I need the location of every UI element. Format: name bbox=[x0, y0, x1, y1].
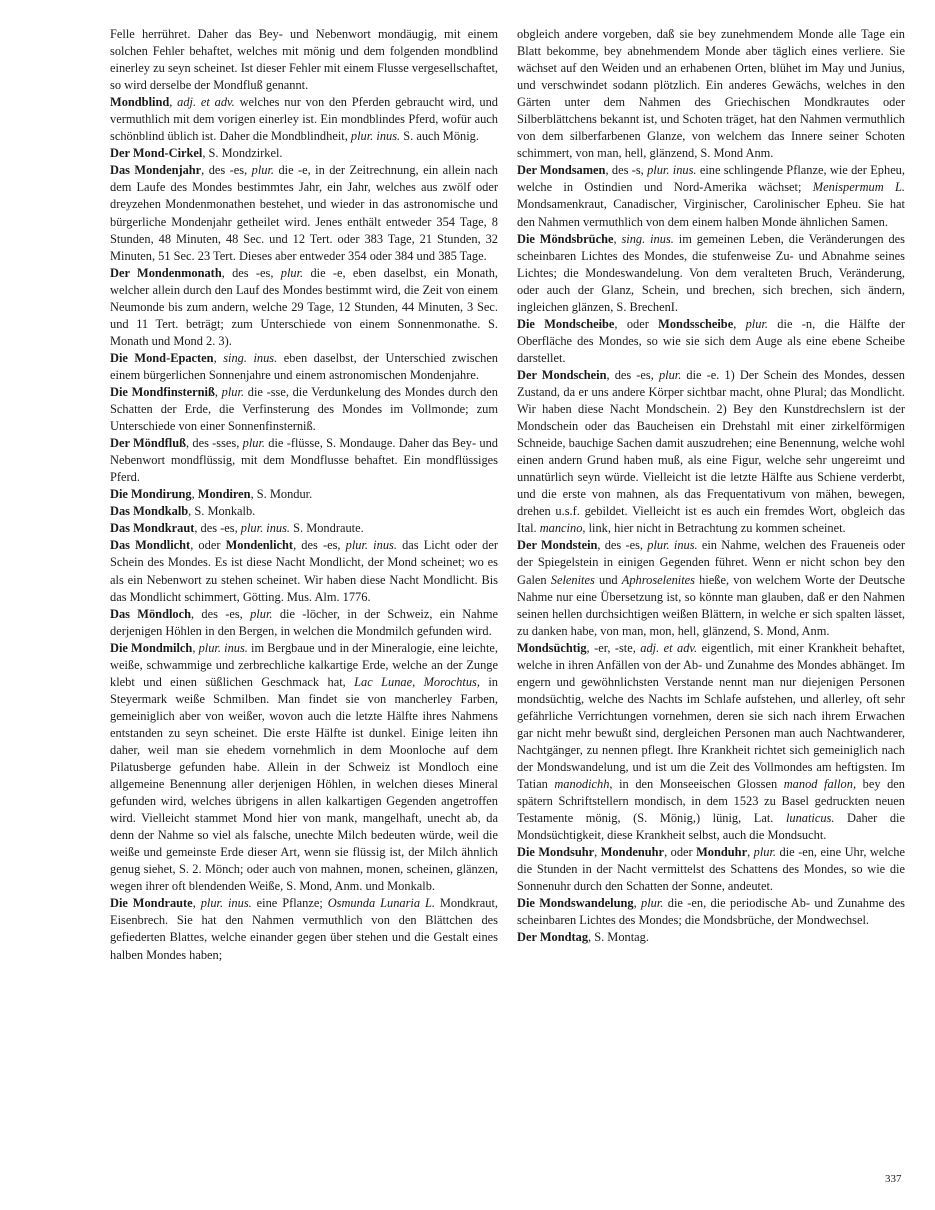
entry-italic-text: plur. bbox=[242, 436, 266, 451]
entry-headword: Die Mondswandelung bbox=[517, 896, 634, 911]
entry-italic-text: plur. inus. bbox=[647, 163, 697, 178]
entry-text: , bbox=[733, 316, 746, 331]
entry-text: , des -sses, bbox=[186, 436, 243, 451]
entry-text: die -löcher, in der Schweiz, ein Nahme derjenigen Höhlen in den Bergen, in welchen die Mondmilch gefunden wird. bbox=[110, 606, 498, 638]
dictionary-entry bbox=[517, 231, 905, 316]
entry-text: , S. Montag. bbox=[588, 930, 649, 945]
entry-headword: Monduhr bbox=[696, 845, 748, 860]
entry-headword: Das Mondenjahr bbox=[110, 163, 202, 178]
entry-headword: Die Möndsbrüche bbox=[517, 231, 614, 246]
entry-headword: Mondenuhr bbox=[600, 845, 665, 860]
entry-italic-text: plur. bbox=[250, 606, 273, 621]
entry-text: , des -s, bbox=[605, 163, 648, 178]
dictionary-entry bbox=[110, 640, 498, 896]
entry-text: in Steyermark weiße Schmilben. Man findet sie von mancherley Farben, gemeiniglich aber von weißer, wovon auch die letzte Hälfte ihres Nahmens entstanden zu seyn scheinet. Die erste Hälfte ist dunkel. Einige leiten ihn daher, weil man sie ehedem vornehmlich in dem Moonloche auf dem Pilatusberge gefunden habe. Allein in der Schweiz ist Mondloch eine allgemeine Benennung aller derjenigen Höhlen, in welchen dieses Mineral gefunden wird, welches übrigens in allen kalkartigen Gegenden angetroffen wird. Vielleicht stammet Mond hier von mank, mangelhaft, unecht ab, da denn der Nahme so viel als falsche, unechte Milch bedeuten würde, weil die weiße und gemeinste Erde dieser Art, wenn sie flüssig ist, der Milch ähnlich genug siehet, S. 2. Mönch; oder auch von mahnen, monen, scheinen, glänzen, wegen ihrer oft blendenden Weiße, S. Mond, Anm. und Monkalb. bbox=[110, 674, 498, 894]
entry-text: das Licht oder der Schein des Mondes. Es ist diese Nacht Mondlicht, der Mond scheinet; wo es als ein Nebenwort zu stehen scheinet. Wir haben diese Nacht Mondlicht. Bis das Mondlicht schimmert, Götting. Mus. Alm. 1776. bbox=[110, 538, 499, 604]
dictionary-entry bbox=[110, 265, 498, 350]
dictionary-entry bbox=[517, 844, 905, 895]
entry-headword: Der Mond-Cirkel bbox=[110, 146, 203, 161]
dictionary-entry bbox=[517, 316, 905, 367]
entry-text: , bbox=[613, 231, 622, 246]
dictionary-entry bbox=[110, 145, 498, 162]
entry-text: , bbox=[213, 350, 224, 365]
entry-text: , des -es, bbox=[221, 265, 281, 280]
entry-italic-text: Aphroselenites bbox=[621, 572, 695, 587]
entry-headword: Das Möndloch bbox=[110, 606, 191, 621]
entry-text: , bbox=[169, 95, 178, 110]
entry-headword: Die Mondraute bbox=[110, 896, 193, 911]
entry-text: , des -es, bbox=[190, 606, 251, 621]
entry-text: Felle herrühret. Daher das Bey- und Nebenwort mondäugig, mit einem solchen Fehler behaftet, welches mit mönig und dem folgenden mondblind einerley zu seyn scheinet. Ist dieser Fehler mit einem Flusse vergesellschaftet, so wird derselbe der Mondfluß genannt. bbox=[110, 27, 498, 93]
entry-italic-text: plur. bbox=[658, 367, 682, 382]
entry-headword: Das Mondlicht bbox=[110, 538, 191, 553]
entry-italic-text: plur. bbox=[641, 896, 664, 911]
page-number: 337 bbox=[885, 1173, 902, 1185]
entry-text: , bbox=[192, 896, 201, 911]
entry-text: im gemeinen Leben, die Veränderungen des scheinbaren Lichtes des Mondes, die stufenweise Zu- und Abnahme seines Lichtes; die Mondeswandelung. Von dem veralteten Bruch, Veränderung, oder auch der Glanz, Schein, und brechen, sich brechen, sich ändern, ingleichen glänzen, S. BrechenI. bbox=[517, 231, 905, 314]
dictionary-entry bbox=[110, 606, 498, 640]
entry-text: die -e. 1) Der Schein des Mondes, dessen Zustand, da er uns andere Körper sichtbar macht, ohne Plural; das Mondlicht. Wir haben diese Nacht Mondschein. 2) Bey den Kunstdrechslern ist der Mondschein oder das Baucheisen ein Drehstahl mit einer zirkelförmigen Schneide, bauchige Sachen damit auszudrehen; eine Benennung, welche wohl einen andern Grund haben muß, als eine Figur, welche sehr ungereimt und unnatürlich seyn würde. Vielleicht ist die letzte Hälfte aus Schiene verderbt, und die erste von mahnen, als das Frequentativum von mähen, bewegen, drehen u.s.f. gebildet. Vielleicht ist es auch ein fremdes Wort, obgleich das Ital. bbox=[517, 367, 906, 536]
entry-text: eigentlich, mit einer Krankheit behaftet, welche in ihren Anfällen von der Ab- und Zunahme des Mondes abhänget. Im engern und gewöhnlichsten Verstande nennt man nur diejenigen Personen mondsüchtig, welche des Nachts im Schlafe aufstehen, und allerley, oft sehr gefährliche Verrichtungen vornehmen, deren sie sich nach ihrem Erwachen gar nicht mehr bewußt sind, dergleichen Personen man auch Nachtwanderer, Nachtgänger, zu nennen pflegt. Ihre Krankheit richtet sich gemeiniglich nach der Mondswandelung, und ist um die Zeit des Vollmondes am heftigsten. Im Tatian bbox=[517, 640, 905, 792]
entry-text: , bbox=[214, 384, 222, 399]
entry-headword: Der Mondschein bbox=[517, 367, 607, 382]
entry-text: die -en, eine Uhr, welche die Stunden in der Nacht vermittelst des Schattens des Mondes, so wie die Sonnenuhr durch den Schatten der Sonne, andeutet. bbox=[517, 845, 905, 894]
dictionary-entry bbox=[517, 367, 905, 537]
dictionary-entry bbox=[517, 640, 905, 845]
entry-text: , bbox=[747, 845, 754, 860]
entry-italic-text: plur. inus. bbox=[647, 538, 698, 553]
entry-italic-text: lunaticus. bbox=[785, 811, 835, 826]
entry-text: und bbox=[594, 572, 622, 587]
entry-text: , bbox=[192, 640, 199, 655]
entry-headword: Mondiren bbox=[197, 487, 251, 502]
entry-text: , -er, -ste, bbox=[586, 640, 641, 655]
entry-text: , des -es, bbox=[606, 367, 659, 382]
entry-headword: Der Mondsamen bbox=[517, 163, 606, 178]
entry-headword: Mondenlicht bbox=[225, 538, 294, 553]
entry-text: die -sse, die Verdunkelung des Mondes durch den Schatten der Erde, die Verfinsterung des Mondes im Vollmonde; zum Unterschiede von einer Sonnenfinsterniß. bbox=[110, 384, 498, 434]
entry-text: Mondkraut, Eisenbrech. Sie hat den Nahmen vermuthlich von den Blättchen des gefiederten Blattes, welche einander gegen über stehen und die Gestalt eines halben Mondes haben; bbox=[110, 896, 499, 962]
entry-italic-text: sing. inus. bbox=[621, 231, 674, 246]
entry-headword: Das Mondkraut bbox=[110, 521, 195, 536]
dictionary-entry bbox=[517, 895, 905, 929]
dictionary-entry bbox=[110, 350, 498, 384]
entry-italic-text: Osmunda Lunaria L. bbox=[327, 896, 435, 911]
entry-text: die -flüsse, S. Mondauge. Daher das Bey- und Nebenwort mondflüssig, mit dem Mondflusse behaftet. Ein mondflüssiges Pferd. bbox=[110, 436, 498, 485]
entry-headword: Der Möndfluß bbox=[110, 436, 187, 451]
entry-text: S. Mondraute. bbox=[290, 521, 364, 536]
entry-text: im Bergbaue und in der Mineralogie, eine leichte, weiße, schwammige und zerbrechliche kalkartige Erde, welche an der Zunge klebt und einen süßlichen Geschmack hat, bbox=[110, 640, 498, 689]
entry-text: eine Pflanze; bbox=[251, 896, 328, 911]
entry-italic-text: plur. inus. bbox=[350, 129, 401, 144]
dictionary-entry bbox=[110, 435, 498, 486]
entry-text: in den Monseeischen Glossen bbox=[612, 777, 784, 792]
entry-italic-text: plur. bbox=[745, 316, 768, 331]
dictionary-entry bbox=[110, 486, 498, 503]
dictionary-entry bbox=[110, 26, 498, 94]
dictionary-entry bbox=[110, 520, 498, 537]
entry-text: die -n, die Hälfte der Oberfläche des Mondes, so wie sie sich dem Auge als eine ebene Scheibe darstellet. bbox=[517, 316, 905, 365]
dictionary-entry bbox=[110, 94, 498, 145]
entry-headword: Die Mondmilch bbox=[110, 640, 193, 655]
entry-text: , S. Monkalb. bbox=[188, 504, 256, 519]
entry-italic-text: sing. inus. bbox=[223, 350, 278, 365]
entry-italic-text: plur. bbox=[753, 845, 777, 860]
entry-italic-text: plur. bbox=[221, 384, 245, 399]
entry-italic-text: adj. et adv. bbox=[640, 640, 698, 655]
entry-text: Daher die Mondsüchtigkeit, diese Krankheit selbst, auch die Mondsucht. bbox=[517, 811, 905, 843]
entry-text: eben daselbst, der Unterschied zwischen einem bürgerlichen Sonnenjahre und einem astronomischen Mondenjahre. bbox=[110, 350, 499, 382]
entry-italic-text: Menispermum L. bbox=[812, 180, 905, 195]
entry-text: welches nur von den Pferden gebraucht wird, und vermuthlich mit dem vorigen einerley ist. Ein mondblindes Pferd, wofür auch schönblind üblich ist. Daher die Mondblindheit, bbox=[110, 95, 498, 144]
entry-headword: Die Mondscheibe bbox=[517, 316, 615, 331]
entry-headword: Mondsscheibe bbox=[658, 316, 734, 331]
dictionary-entry bbox=[110, 162, 498, 264]
dictionary-entry bbox=[110, 537, 498, 605]
entry-italic-text: plur. inus. bbox=[345, 538, 397, 553]
right-column bbox=[517, 26, 905, 947]
entry-text: , des -es, bbox=[201, 163, 252, 178]
entry-headword: Mondblind bbox=[110, 95, 170, 110]
entry-headword: Der Mondenmonath bbox=[110, 265, 222, 280]
entry-text: , oder bbox=[664, 845, 697, 860]
entry-italic-text: mancino, bbox=[539, 521, 586, 536]
entry-headword: Das Mondkalb bbox=[110, 504, 189, 519]
entry-text: eine schlingende Pflanze, wie der Epheu, welche in Ostindien und Nord-Amerika wächset; bbox=[517, 163, 905, 195]
dictionary-entry bbox=[517, 26, 905, 162]
entry-italic-text: plur. inus. bbox=[200, 896, 252, 911]
entry-headword: Mondsüchtig bbox=[517, 640, 587, 655]
entry-headword: Der Mondtag bbox=[517, 930, 589, 945]
entry-text: , S. Mondzirkel. bbox=[202, 146, 283, 161]
entry-text: die -en, die periodische Ab- und Zunahme des scheinbaren Lichtes des Mondes; die Mondsbrüche, der Mondwechsel. bbox=[517, 896, 905, 928]
dictionary-entry bbox=[517, 537, 905, 639]
entry-text: ein Nahme, welchen des Fraueneis oder der Spiegelstein in einigen Gegenden führet. Wenn er nicht schon bey den Galen bbox=[517, 538, 906, 587]
entry-italic-text: plur. bbox=[280, 265, 304, 280]
dictionary-entry bbox=[110, 503, 498, 520]
dictionary-entry bbox=[517, 162, 905, 230]
entry-text: , des -es, bbox=[597, 538, 648, 553]
entry-text: S. auch Mönig. bbox=[400, 129, 479, 144]
entry-text: hieße, von welchem Worte der Deutsche Nahme nur eine Übersetzung ist, so könnte man glauben, daß er den Nahmen seinen hellen durchsichtigen weißen Blättern, in welche er sich spalten lässet, zu danken habe, von man, mon, hell, glänzend, S. Mond, Anm. bbox=[517, 572, 906, 638]
entry-text: , oder bbox=[190, 538, 226, 553]
entry-italic-text: Lac Lunae, Morochtus, bbox=[354, 674, 480, 689]
entry-headword: Die Mond-Epacten bbox=[110, 350, 214, 365]
entry-text: , bbox=[191, 487, 198, 502]
entry-text: link, hier nicht in Betrachtung zu kommen scheinet. bbox=[585, 521, 846, 536]
entry-headword: Die Mondirung bbox=[110, 487, 192, 502]
dictionary-entry bbox=[110, 895, 498, 963]
entry-text: obgleich andere vorgeben, daß sie bey zunehmendem Monde alle Tage ein Blatt bekomme, bey abnehmendem Monde aber täglich eines verliere. Sie wächset auf den Weiden und an erhabenen Orten, blühet im May und Junius, und verschwindet sodann plötzlich. Ein anderes Gewächs, welches in den Gärten unter dem Nahmen des Griechischen Mondkrautes oder Silberblättchens bekannt ist, und Schoten träget, hat den Nahmen vermuthlich von dem silberfarbenen Glanze, von welchem das Innere seiner Schoten schimmert, von man, hell, glänzend, S. Mond Anm. bbox=[517, 27, 905, 161]
entry-text: , S. Mondur. bbox=[250, 487, 313, 502]
entry-italic-text: Selenites bbox=[550, 572, 595, 587]
entry-text: , bbox=[594, 845, 601, 860]
entry-italic-text: plur. inus. bbox=[198, 640, 248, 655]
entry-text: die -e, eben daselbst, ein Monath, welcher allein durch den Lauf des Mondes bestimmt wird, die Zeit von einem Neumonde bis zum andern, welche 29 Tage, 12 Stunden, 44 Minuten, 3 Sec. und 11 Tert. beträgt; zum Unterschiede von einem Sonnenmonathe. S. Monath und Mond 2. 3). bbox=[110, 265, 499, 348]
dictionary-entry bbox=[517, 929, 905, 946]
entry-headword: Die Mondsuhr bbox=[517, 845, 595, 860]
dictionary-entry bbox=[110, 384, 498, 435]
entry-text: , des -es, bbox=[293, 538, 346, 553]
entry-headword: Die Mondfinsterniß bbox=[110, 384, 215, 399]
entry-text: , des -es, bbox=[194, 521, 241, 536]
entry-italic-text: adj. et adv. bbox=[177, 95, 235, 110]
entry-text: bey den spätern Schriftstellern mondisch, in dem 1523 zu Basel gedruckten neuen Testamente mönig, (S. Mönig,) lünig, Lat. bbox=[517, 777, 905, 826]
entry-text: , bbox=[633, 896, 642, 911]
entry-italic-text: plur. inus. bbox=[240, 521, 291, 536]
entry-text: die -e, in der Zeitrechnung, ein allein nach dem Laufe des Mondes bestimmtes Jahr, ein Jahr, welches aus zwölf oder dreyzehen Mondenmonathen bestehet, und wieder in das astronomische und bürgerliche Mondenjahr getheilet wird. Jenes enthält entweder 354 Tage, 8 Stunden, 48 Minuten, 48 Sec. und 12 Tert. oder 383 Tage, 21 Stunden, 32 Minuten, 51 Sec. 23 Tert. Dieses aber entweder 354 oder 384 und 385 Tage. bbox=[110, 163, 498, 263]
entry-italic-text: plur. bbox=[251, 163, 275, 178]
entry-text: , oder bbox=[614, 316, 659, 331]
entry-italic-text: manodichh, bbox=[554, 777, 613, 792]
entry-headword: Der Mondstein bbox=[517, 538, 598, 553]
entry-text: Mondsamenkraut, Canadischer, Virginischer, Carolinischer Epheu. Sie hat den Nahmen vermuthlich von dem einem halben Monde ähnlichen Samen. bbox=[517, 197, 905, 229]
left-column bbox=[110, 26, 498, 964]
entry-italic-text: manod fallon, bbox=[783, 777, 857, 792]
